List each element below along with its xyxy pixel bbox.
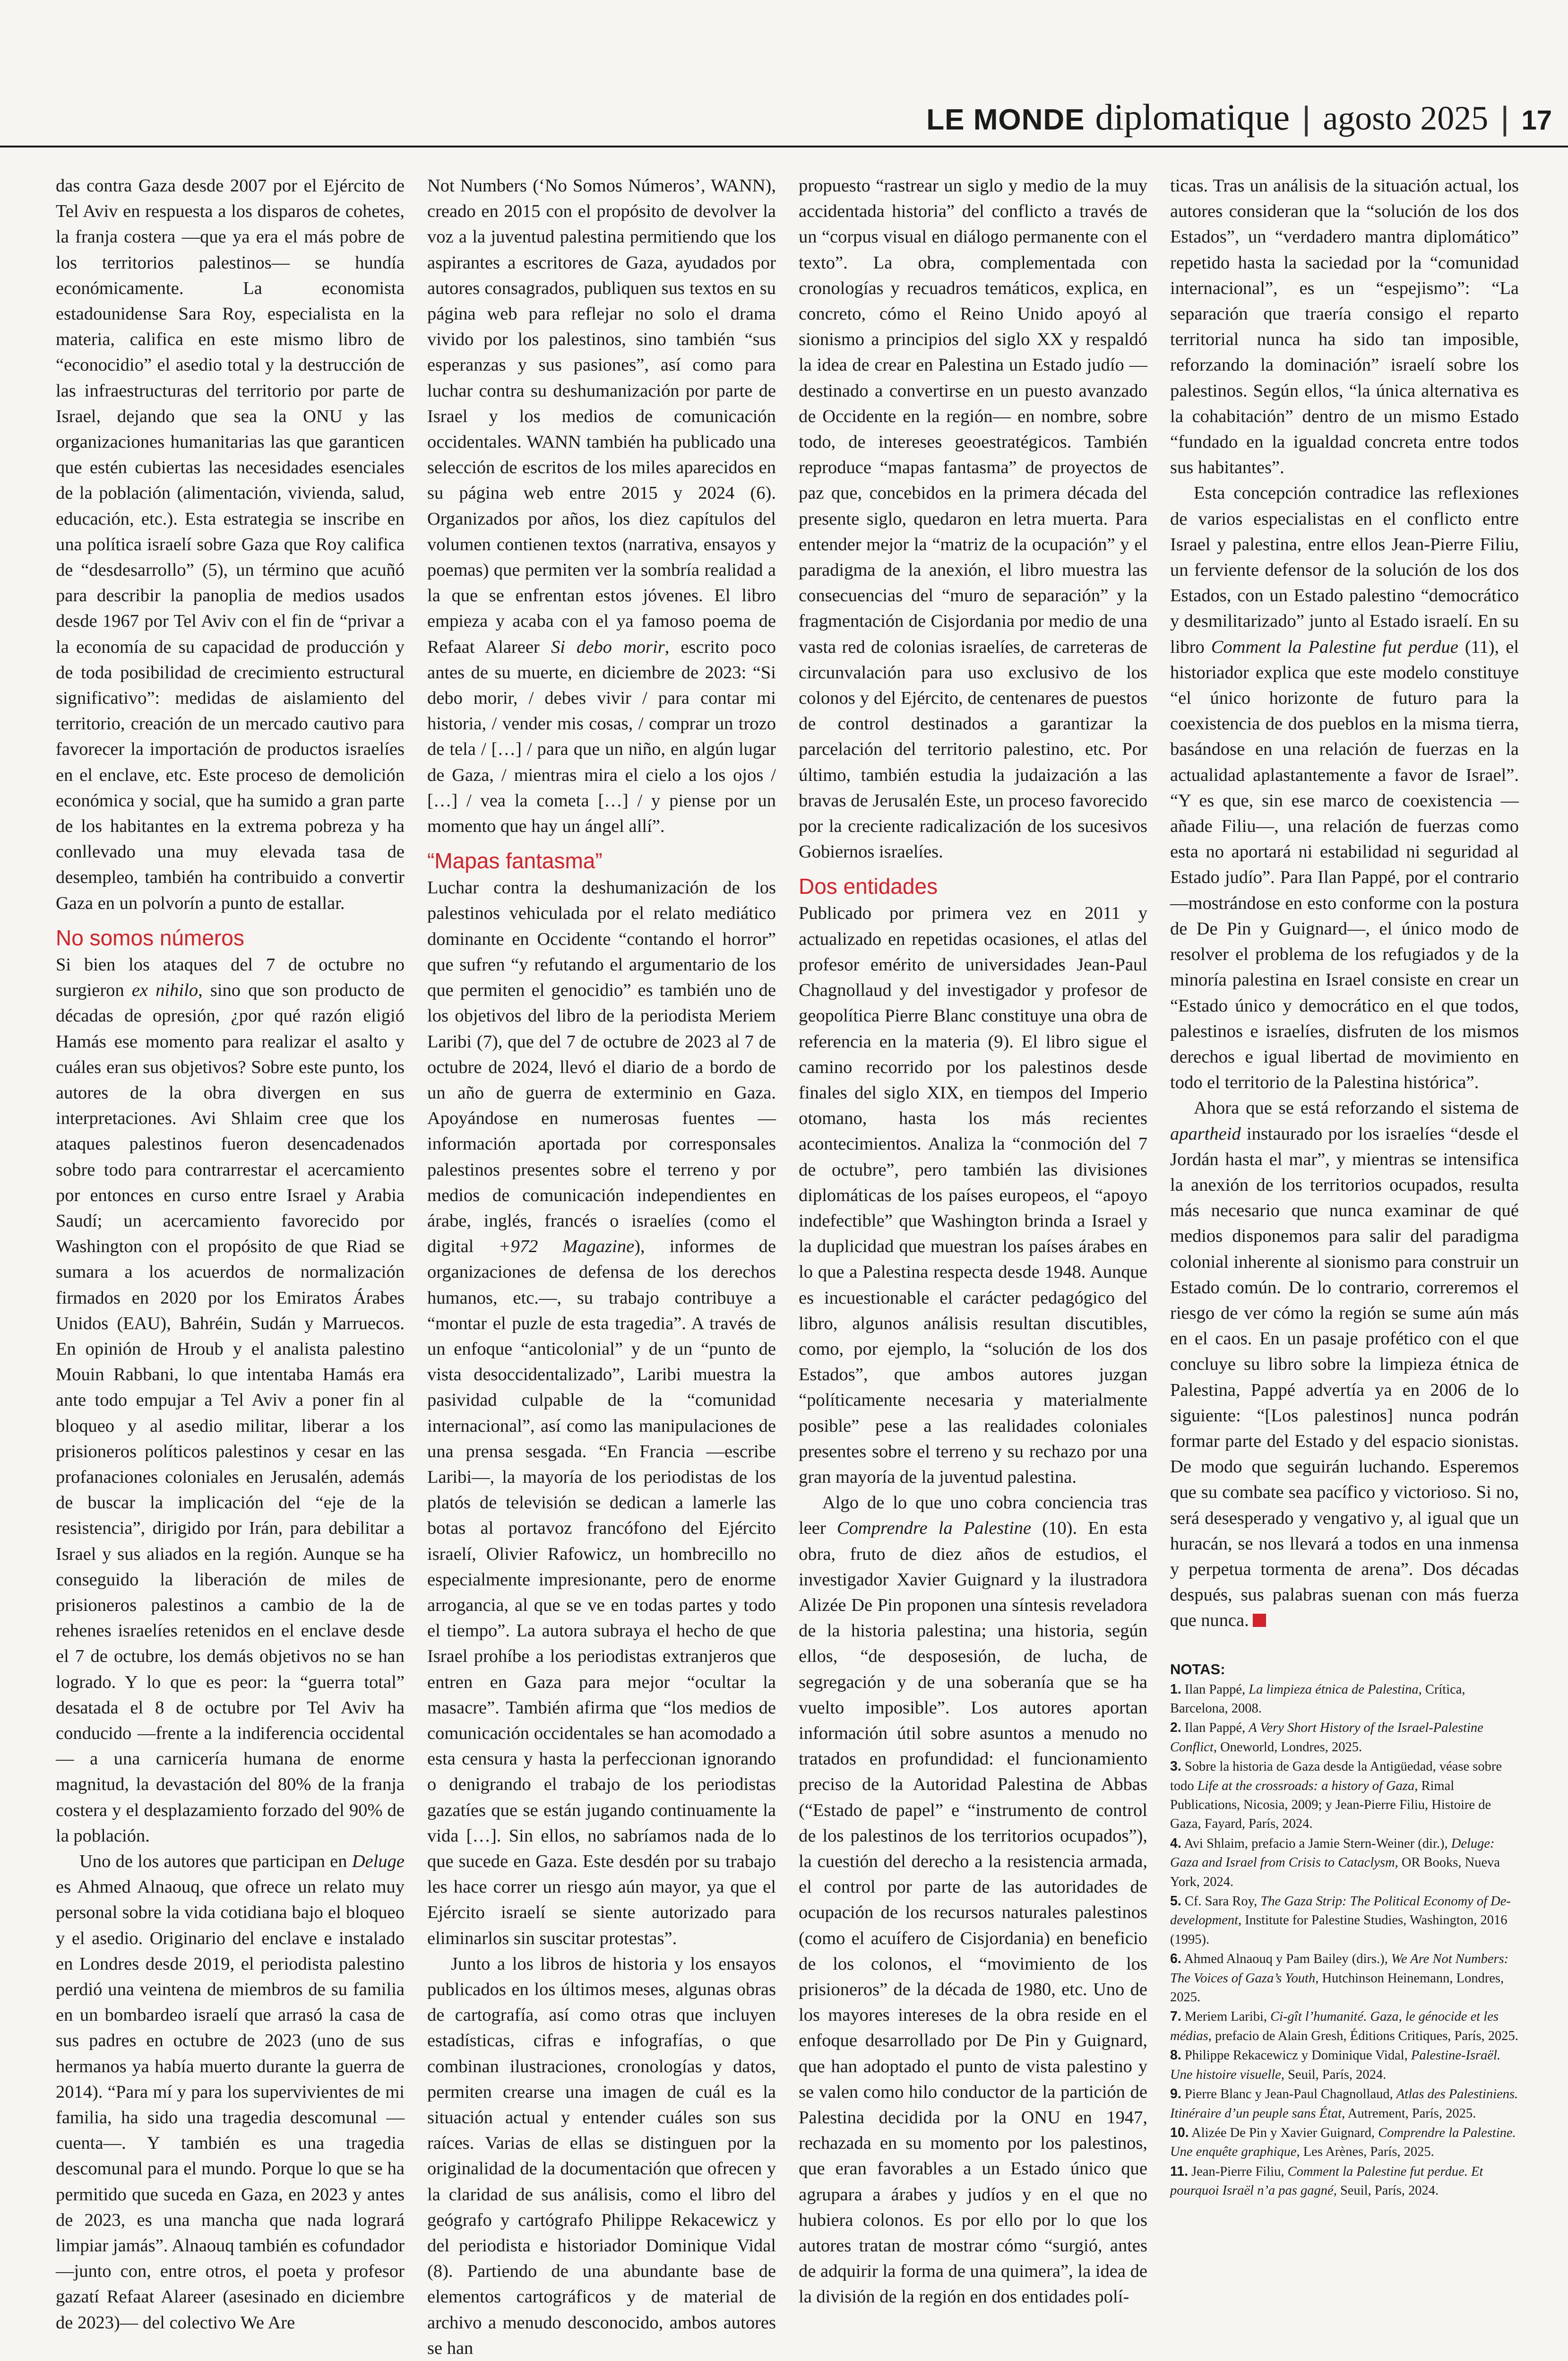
footnote: 10. Alizée De Pin y Xavier Guignard, Comprendre la Palestine. Une enquête graphique, Les Arènes, París, 2025.	[1170, 2125, 1516, 2160]
footnote: 1. Ilan Pappé, La limpieza étnica de Palestina, Crítica, Barcelona, 2008.	[1170, 1681, 1465, 1716]
footnote: 3. Sobre la historia de Gaza desde la Antigüedad, véase sobre todo Life at the crossroads: a history of Gaza, Rimal Publications, Nicosia, 2009; y Jean-Pierre Filiu, Histoire de Gaza, Fayard, París, 2024.	[1170, 1759, 1502, 1832]
separator-2: |	[1500, 100, 1509, 137]
paragraph: das contra Gaza desde 2007 por el Ejército de Tel Aviv en respuesta a los disparos de cohetes, la franja costera —que ya era el más pobre de los territorios palestinos— se hundía económicamente. La economista estadounidense Sara Roy, especialista en la materia, califica en este mismo libro de “econocidio” el asedio total y la destrucción de las infraestructuras del territorio por parte de Israel, dejando que sea la ONU y las organizaciones humanitarias las que garanticen que estén cubiertas las necesidades esenciales de la población (alimentación, vivienda, salud, educación, etc.). Esta estrategia se inscribe en una política israelí sobre Gaza que Roy califica de “desdesarrollo” (5), un término que acuñó para describir la panoplia de medios usados desde 1967 por Tel Aviv con el fin de “privar a la economía de su capacidad de producción y de toda posibilidad de crecimiento estructural significativo”: medidas de aislamiento del territorio, creación de un mercado cautivo para favorecer la importación de productos israelíes en el enclave, etc. Este proceso de demolición económica y social, que ha sumido a gran parte de los habitantes en la extrema pobreza y ha conllevado una muy elevada tasa de desempleo, también ha contribuido a convertir Gaza en un polvorín a punto de estallar.	[56, 176, 405, 913]
paragraph: Luchar contra la deshumanización de los palestinos vehiculada por el relato mediático dominante en Occidente “contando el horror” que sufren “y refutando el argumentario de los que permiten el genocidio” es también uno de los objetivos del libro de la periodista Meriem Laribi (7), que del 7 de octubre de 2023 al 7 de octubre de 2024, llevó el diario de a bordo de un año de guerra de exterminio en Gaza. Apoyándose en numerosas fuentes —información aportada por corresponsales palestinos presentes sobre el terreno y por medios de comunicación independientes en árabe, inglés, francés o israelíes (como el digital +972 Magazine), informes de organizaciones de defensa de los derechos humanos, etc.—, su trabajo contribuye a “montar el puzle de esta tragedia”. A través de un enfoque “anticolonial” y de un “punto de vista desoccidentalizado”, Laribi muestra la pasividad culpable de la “comunidad internacional”, así como las manipulaciones de una prensa sesgada. “En Francia —escribe Laribi—, la mayoría de los periodistas de los platós de televisión se dedican a lamerle las botas al portavoz francófono del Ejército israelí, Olivier Rafowicz, un hombrecillo no especialmente impresionante, pero de enorme arrogancia, al que se ve en todas partes y todo el tiempo”. La autora subraya el hecho de que Israel prohíbe a los periodistas extranjeros que entren en Gaza para mejor “ocultar la masacre”. También afirma que “los medios de comunicación occidentales se han acomodado a esta censura y hasta la perfeccionan ignorando o denigrando el trabajo de los periodistas gazatíes que se están jugando continuamente la vida […]. Sin ellos, no sabríamos nada de lo que sucede en Gaza. Este desdén por su trabajo les hace correr un riesgo aún mayor, ya que el Ejército israelí se siente autorizado para eliminarlos sin suscitar protestas”.	[427, 878, 776, 1948]
paragraph: Ahora que se está reforzando el sistema de apartheid instaurado por los israelíes “desde el Jordán hasta el mar”, y mientras se intensifica la anexión de los territorios ocupados, resulta más necesario que nunca examinar de qué medios disponemos para salir del paradigma colonial inherente al sionismo para construir un Estado común. De lo contrario, correremos el riesgo de ver cómo la región se sume aún más en el caos. En un pasaje profético con el que concluye su libro sobre la limpieza étnica de Palestina, Pappé advertía ya en 2006 de lo siguiente: “[Los palestinos] nunca podrán formar parte del Estado y del espacio sionistas. De modo que seguirán luchando. Esperemos que su combate sea pacífico y victorioso. Si no, será desesperado y vengativo y, al igual que un huracán, se nos llevará a todos en una inmensa y perpetua tormenta de arena”. Dos décadas después, sus palabras suenan con más fuerza que nunca.	[1170, 1098, 1519, 1631]
paragraph: Si bien los ataques del 7 de octubre no surgieron ex nihilo, sino que son producto de décadas de opresión, ¿por qué razón eligió Hamás ese momento para realizar el asalto y cuáles eran sus objetivos? Sobre este punto, los autores de la obra divergen en sus interpretaciones. Avi Shlaim cree que los ataques palestinos fueron desencadenados sobre todo para contrarrestar el acercamiento por entonces en curso entre Israel y Arabia Saudí; un acercamiento favorecido por Washington con el propósito de que Riad se sumara a los acuerdos de normalización firmados en 2020 por los Emiratos Árabes Unidos (EAU), Bahréin, Sudán y Marruecos. En opinión de Hroub y el analista palestino Mouin Rabbani, lo que intentaba Hamás era ante todo empujar a Tel Aviv a poner fin al bloqueo y al asedio militar, liberar a los prisioneros políticos palestinos y cesar en las profanaciones coloniales en Jerusalén, además de buscar la implicación del “eje de la resistencia”, dirigido por Irán, para debilitar a Israel y sus aliados en la región. Aunque se ha conseguido la liberación de miles de prisioneros palestinos a cambio de la de rehenes israelíes retenidos en el enclave desde el 7 de octubre, los demás objetivos no se han logrado. Y lo que es peor: la “guerra total” desatada el 8 de octubre por Tel Aviv ha conducido —frente a la indiferencia occidental— a una carnicería humana de enorme magnitud, la devastación del 80% de la franja costera y el desplazamiento forzado del 90% de la población.	[56, 954, 405, 1846]
brand-le-monde: LE MONDE	[926, 104, 1085, 136]
header-rule	[0, 146, 1568, 147]
footnote: 9. Pierre Blanc y Jean-Paul Chagnollaud, Atlas des Palestiniens. Itinéraire d’un peuple sans État, Autrement, París, 2025.	[1170, 2086, 1518, 2121]
column-2	[427, 173, 776, 2358]
masthead	[0, 0, 1568, 151]
column-4	[1170, 173, 1519, 2198]
footnote: 8. Philippe Rekacewicz y Dominique Vidal, Palestine-Israël. Une histoire visuelle, Seuil, París, 2024.	[1170, 2048, 1501, 2082]
paragraph: Algo de lo que uno cobra conciencia tras leer Comprendre la Palestine (10). En esta obra, fruto de diez años de estudios, el investigador Xavier Guignard y la ilustradora Alizée De Pin proponen una síntesis reveladora de la historia palestina; una historia, según ellos, “de desposesión, de lucha, de segregación y de una soberanía que se ha vuelto imposible”. Los autores aportan información útil sobre asuntos a menudo no tratados en profundidad: el funcionamiento preciso de la Autoridad Palestina de Abbas (“Estado de papel” e “instrumento de control de los palestinos de los territorios ocupados”), la cuestión del derecho a la resistencia armada, el control por parte de las autoridades de ocupación de los recursos naturales palestinos (como el acuífero de Cisjordania) en beneficio de los colonos, el “movimiento de los prisioneros” de la década de 1980, etc. Uno de los mayores intereses de la obra reside en el enfoque desarrollado por De Pin y Guignard, que han adoptado el punto de vista palestino y se valen como hilo conductor de la partición de Palestina decidida por la ONU en 1947, rechazada en su momento por los palestinos, que eran favorables a un Estado único que agrupara a árabes y judíos y en el que no hubiera colonos. Es por ello por lo que los autores tratan de mostrar cómo “surgió, antes de adquirir la forma de una quimera”, la idea de la división de la región en dos entidades polí-	[799, 1493, 1148, 2307]
notes-title: NOTAS:	[1170, 1660, 1225, 1678]
paragraph: Uno de los autores que participan en Deluge es Ahmed Alnaouq, que ofrece un relato muy personal sobre la vida cotidiana bajo el bloqueo y el asedio. Originario del enclave e instalado en Londres desde 2019, el periodista palestino perdió una veintena de miembros de su familia en un bombardeo israelí que arrasó la casa de sus padres en octubre de 2023 (uno de sus hermanos ya había muerto durante la guerra de 2014). “Para mí y para los supervivientes de mi familia, ha sido una tragedia descomunal —cuenta—. Y también es una tragedia descomunal para el mundo. Porque lo que se ha permitido que suceda en Gaza, en 2023 y antes de 2023, es una mancha que nada logrará limpiar jamás”. Alnaouq también es cofundador —junto con, entre otros, el poeta y profesor gazatí Refaat Alareer (asesinado en diciembre de 2023)— del colectivo We Are	[56, 1851, 405, 2333]
paragraph: Junto a los libros de historia y los ensayos publicados en los últimos meses, algunas obras de cartografía, así como otras que incluyen estadísticas, cifras e infografías, o que combinan ilustraciones, cronologías y datos, permiten crearse una imagen de cuál es la situación actual y entender cuáles son sus raíces. Varias de ellas se distinguen por la originalidad de la documentación que ofrecen y la claridad de sus análisis, como el libro del geógrafo y cartógrafo Philippe Rekacewicz y del periodista e historiador Dominique Vidal (8). Partiendo de una abundante base de elementos cartográficos y de material de archivo a menudo desconocido, ambos autores se han	[427, 1954, 776, 2358]
brand-diplomatique: diplomatique	[1095, 96, 1290, 138]
issue-date: agosto 2025	[1323, 99, 1489, 137]
section-heading-no-somos-numeros: No somos números	[56, 925, 244, 950]
notes-list	[1170, 1680, 1519, 2201]
paragraph: ticas. Tras un análisis de la situación actual, los autores consideran que la “solución de los dos Estados”, un “verdadero mantra diplomático” repetido hasta la saciedad por la “comunidad internacional”, es un “espejismo”: “La separación que traería consigo el reparto territorial nunca ha sido tan imposible, reforzando la dominación” israelí sobre los palestinos. Según ellos, “la única alternativa es la cohabitación” dentro de un mismo Estado “fundado en la igualdad concreta entre todos sus habitantes”.	[1170, 176, 1519, 478]
footnote: 6. Ahmed Alnaouq y Pam Bailey (dirs.), We Are Not Numbers: The Voices of Gaza’s Youth, Hutchinson Heinemann, Londres, 2025.	[1170, 1951, 1509, 2005]
publication-brand	[926, 98, 1552, 139]
column-3	[799, 173, 1148, 2307]
article-body	[56, 173, 1521, 2358]
footnote: 2. Ilan Pappé, A Very Short History of the Israel-Palestine Conflict, Oneworld, Londres, 2025.	[1170, 1720, 1483, 1755]
column-1	[56, 173, 405, 2333]
section-heading-mapas-fantasma: “Mapas fantasma”	[427, 848, 603, 873]
end-of-article-mark	[1253, 1614, 1266, 1627]
paragraph: Publicado por primera vez en 2011 y actualizado en repetidas ocasiones, el atlas del profesor emérito de universidades Jean-Paul Chagnollaud y del investigador y profesor de geopolítica Pierre Blanc constituye una obra de referencia en la materia (9). El libro sigue el camino recorrido por los palestinos desde finales del siglo XIX, en tiempos del Imperio otomano, hasta los más recientes acontecimientos. Analiza la “conmoción del 7 de octubre”, pero también las divisiones diplomáticas de los países europeos, el “apoyo indefectible” que Washington brinda a Israel y la duplicidad que muestran los países árabes en lo que a Palestina respecta desde 1948. Aunque es incuestionable el carácter pedagógico del libro, algunos análisis resultan discutibles, como, por ejemplo, la “solución de los dos Estados”, que ambos autores juzgan “políticamente necesaria y materialmente posible” pese a las realidades coloniales presentes sobre el terreno y su rechazo por una gran mayoría de la juventud palestina.	[799, 903, 1147, 1487]
footnote: 5. Cf. Sara Roy, The Gaza Strip: The Political Economy of De-development, Institute for Palestine Studies, Washington, 2016 (1995).	[1170, 1894, 1511, 1947]
paragraph: Not Numbers (‘No Somos Números’, WANN), creado en 2015 con el propósito de devolver la voz a la juventud palestina permitiendo que los aspirantes a escritores de Gaza, ayudados por autores consagrados, publiquen sus textos en su página web para reflejar no solo el drama vivido por los palestinos, sino también “sus esperanzas y sus pasiones”, así como para luchar contra su deshumanización por parte de Israel y los medios de comunicación occidentales. WANN también ha publicado una selección de escritos de los miles aparecidos en su página web entre 2015 y 2024 (6). Organizados por años, los diez capítulos del volumen contienen textos (narrativa, ensayos y poemas) que permiten ver la sombría realidad a la que se enfrentan estos jóvenes. El libro empieza y acaba con el ya famoso poema de Refaat Alareer Si debo morir, escrito poco antes de su muerte, en diciembre de 2023: “Si debo morir, / debes vivir / para contar mi historia, / vender mis cosas, / comprar un trozo de tela / […] / para que un niño, en algún lugar de Gaza, / mientras mira el cielo a los ojos / […] / vea la cometa […] / y piense por un momento que hay un ángel allí”.	[427, 176, 776, 837]
footnote: 7. Meriem Laribi, Ci-gît l’humanité. Gaza, le génocide et les médias, prefacio de Alain Gresh, Éditions Critiques, París, 2025.	[1170, 2009, 1518, 2043]
paragraph: Esta concepción contradice las reflexiones de varios especialistas en el conflicto entre Israel y palestina, entre ellos Jean-Pierre Filiu, un ferviente defensor de la solución de los dos Estados, con un Estado palestino “democrático y desmilitarizado” junto al Estado israelí. En su libro Comment la Palestine fut perdue (11), el historiador explica que este modelo constituye “el único horizonte de futuro para la coexistencia de dos pueblos en la misma tierra, basándose en una relación de fuerzas en la actualidad aplastantemente a favor de Israel”. “Y es que, sin ese marco de coexistencia —añade Filiu—, una relación de fuerzas como esta no aportará ni estabilidad ni seguridad al Estado judío”. Para Ilan Pappé, por el contrario —mostrándose en esto conforme con la postura de De Pin y Guignard—, el único modo de resolver el problema de los refugiados y de la minoría palestina en Israel consiste en crear un “Estado único y democrático en el que todos, palestinos e israelíes, disfruten de los mismos derechos e igual libertad de movimiento en todo el territorio de la Palestina histórica”.	[1170, 483, 1519, 1093]
paragraph: propuesto “rastrear un siglo y medio de la muy accidentada historia” del conflicto a través de un “corpus visual en diálogo permanente con el texto”. La obra, complementada con cronologías y recuadros temáticos, explica, en concreto, cómo el Reino Unido apoyó al sionismo a principios del siglo XX y respaldó la idea de crear en Palestina un Estado judío —destinado a convertirse en un puesto avanzado de Occidente en la región— en nombre, sobre todo, de intereses geoestratégicos. También reproduce “mapas fantasma” de proyectos de paz que, concebidos en la primera década del presente siglo, quedaron en letra muerta. Para entender mejor la “matriz de la ocupación” y el paradigma de la anexión, el libro muestra las consecuencias del “muro de separación” y la fragmentación de Cisjordania por medio de una vasta red de colonias israelíes, de carreteras de circunvalación para uso exclusivo de los colonos y del Ejército, de centenares de puestos de control destinados a garantizar la parcelación del territorio palestino, etc. Por último, también estudia la judaización a las bravas de Jerusalén Este, un proceso favorecido por la creciente radicalización de los sucesivos Gobiernos israelíes.	[799, 176, 1147, 862]
page-number: 17	[1521, 105, 1552, 136]
footnote: 11. Jean-Pierre Filiu, Comment la Palestine fut perdue. Et pourquoi Israël n’a pas gagné, Seuil, París, 2024.	[1170, 2163, 1483, 2198]
footnote: 4. Avi Shlaim, prefacio a Jamie Stern-Weiner (dir.), Deluge: Gaza and Israel from Crisis to Cataclysm, OR Books, Nueva York, 2024.	[1170, 1835, 1500, 1889]
separator: |	[1302, 100, 1311, 137]
section-heading-dos-entidades: Dos entidades	[799, 874, 938, 899]
